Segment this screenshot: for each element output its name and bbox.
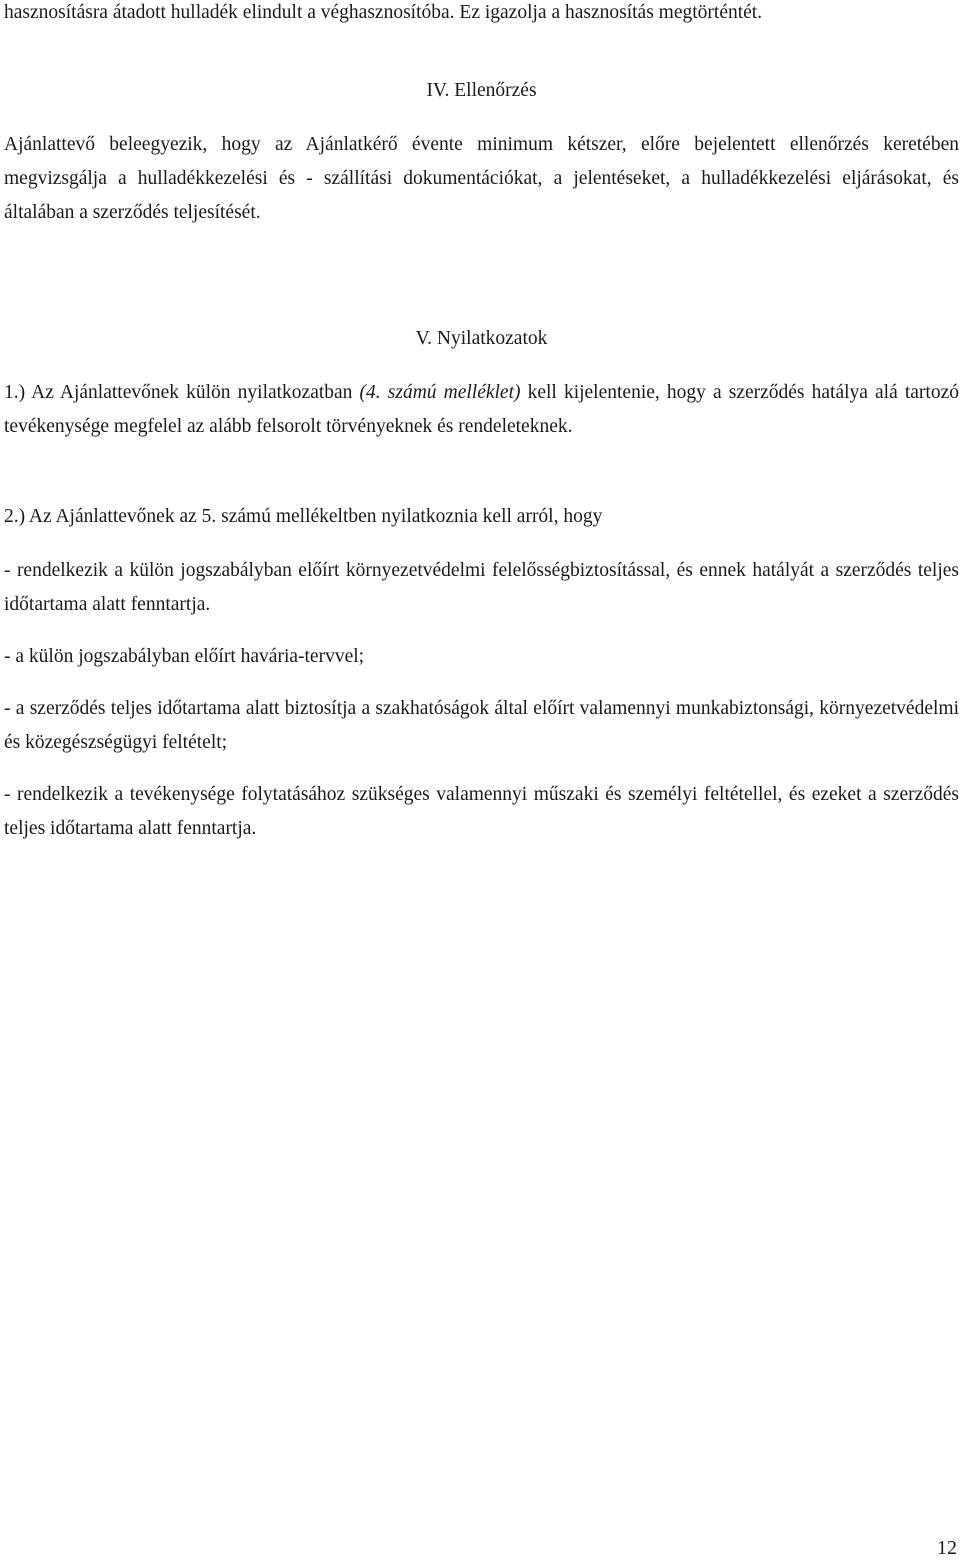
top-paragraph: hasznosításra átadott hulladék elindult a véghasznosítóba. Ez igazolja a hasznosítás megtörténtét. [4,2,763,23]
section-heading-4: IV. Ellenőrzés [426,80,537,101]
bullet-item: - rendelkezik a tevékenysége folytatásához szükséges valamennyi műszaki és személyi feltétellel, és ezeket a szerződés teljes időtartama alatt fenntartja. [4,784,959,839]
bullet-item: - rendelkezik a külön jogszabályban előírt környezetvédelmi felelősségbiztosítással, és ennek hatályát a szerződés teljes időtartama alatt fenntartja. [4,560,959,615]
page-number: 12 [937,1537,957,1559]
item-1-suffix: kell kijelentenie, hogy a szerződés hatálya alá tartozó tevékenysége megfelel az alább felsorolt törvényeknek és rendeleteknek. [4,382,959,437]
item-1-annex-reference: (4. számú melléklet) [359,382,521,403]
declaration-item-1 [4,376,959,444]
declaration-item-2: 2.) Az Ajánlattevőnek az 5. számú mellékeltben nyilatkoznia kell arról, hogy [4,506,603,527]
section-heading-5: V. Nyilatkozatok [415,328,548,349]
item-1-prefix: 1.) Az Ajánlattevőnek külön nyilatkozatban [4,382,360,403]
document-page [4,0,959,846]
section-4-paragraph: Ajánlattevő beleegyezik, hogy az Ajánlatkérő évente minimum kétszer, előre bejelentett ellenőrzés keretében megvizsgálja a hulladékkezelési és - szállítási dokumentációkat, a jelentéseket, a hulladékkezelési eljárásokat, és általában a szerződés teljesítését. [4,134,959,223]
bullet-item: - a szerződés teljes időtartama alatt biztosítja a szakhatóságok által előírt valamennyi munkabiztonsági, környezetvédelmi és közegészségügyi feltételt; [4,698,959,753]
bullet-item: - a külön jogszabályban előírt havária-tervvel; [4,646,365,667]
